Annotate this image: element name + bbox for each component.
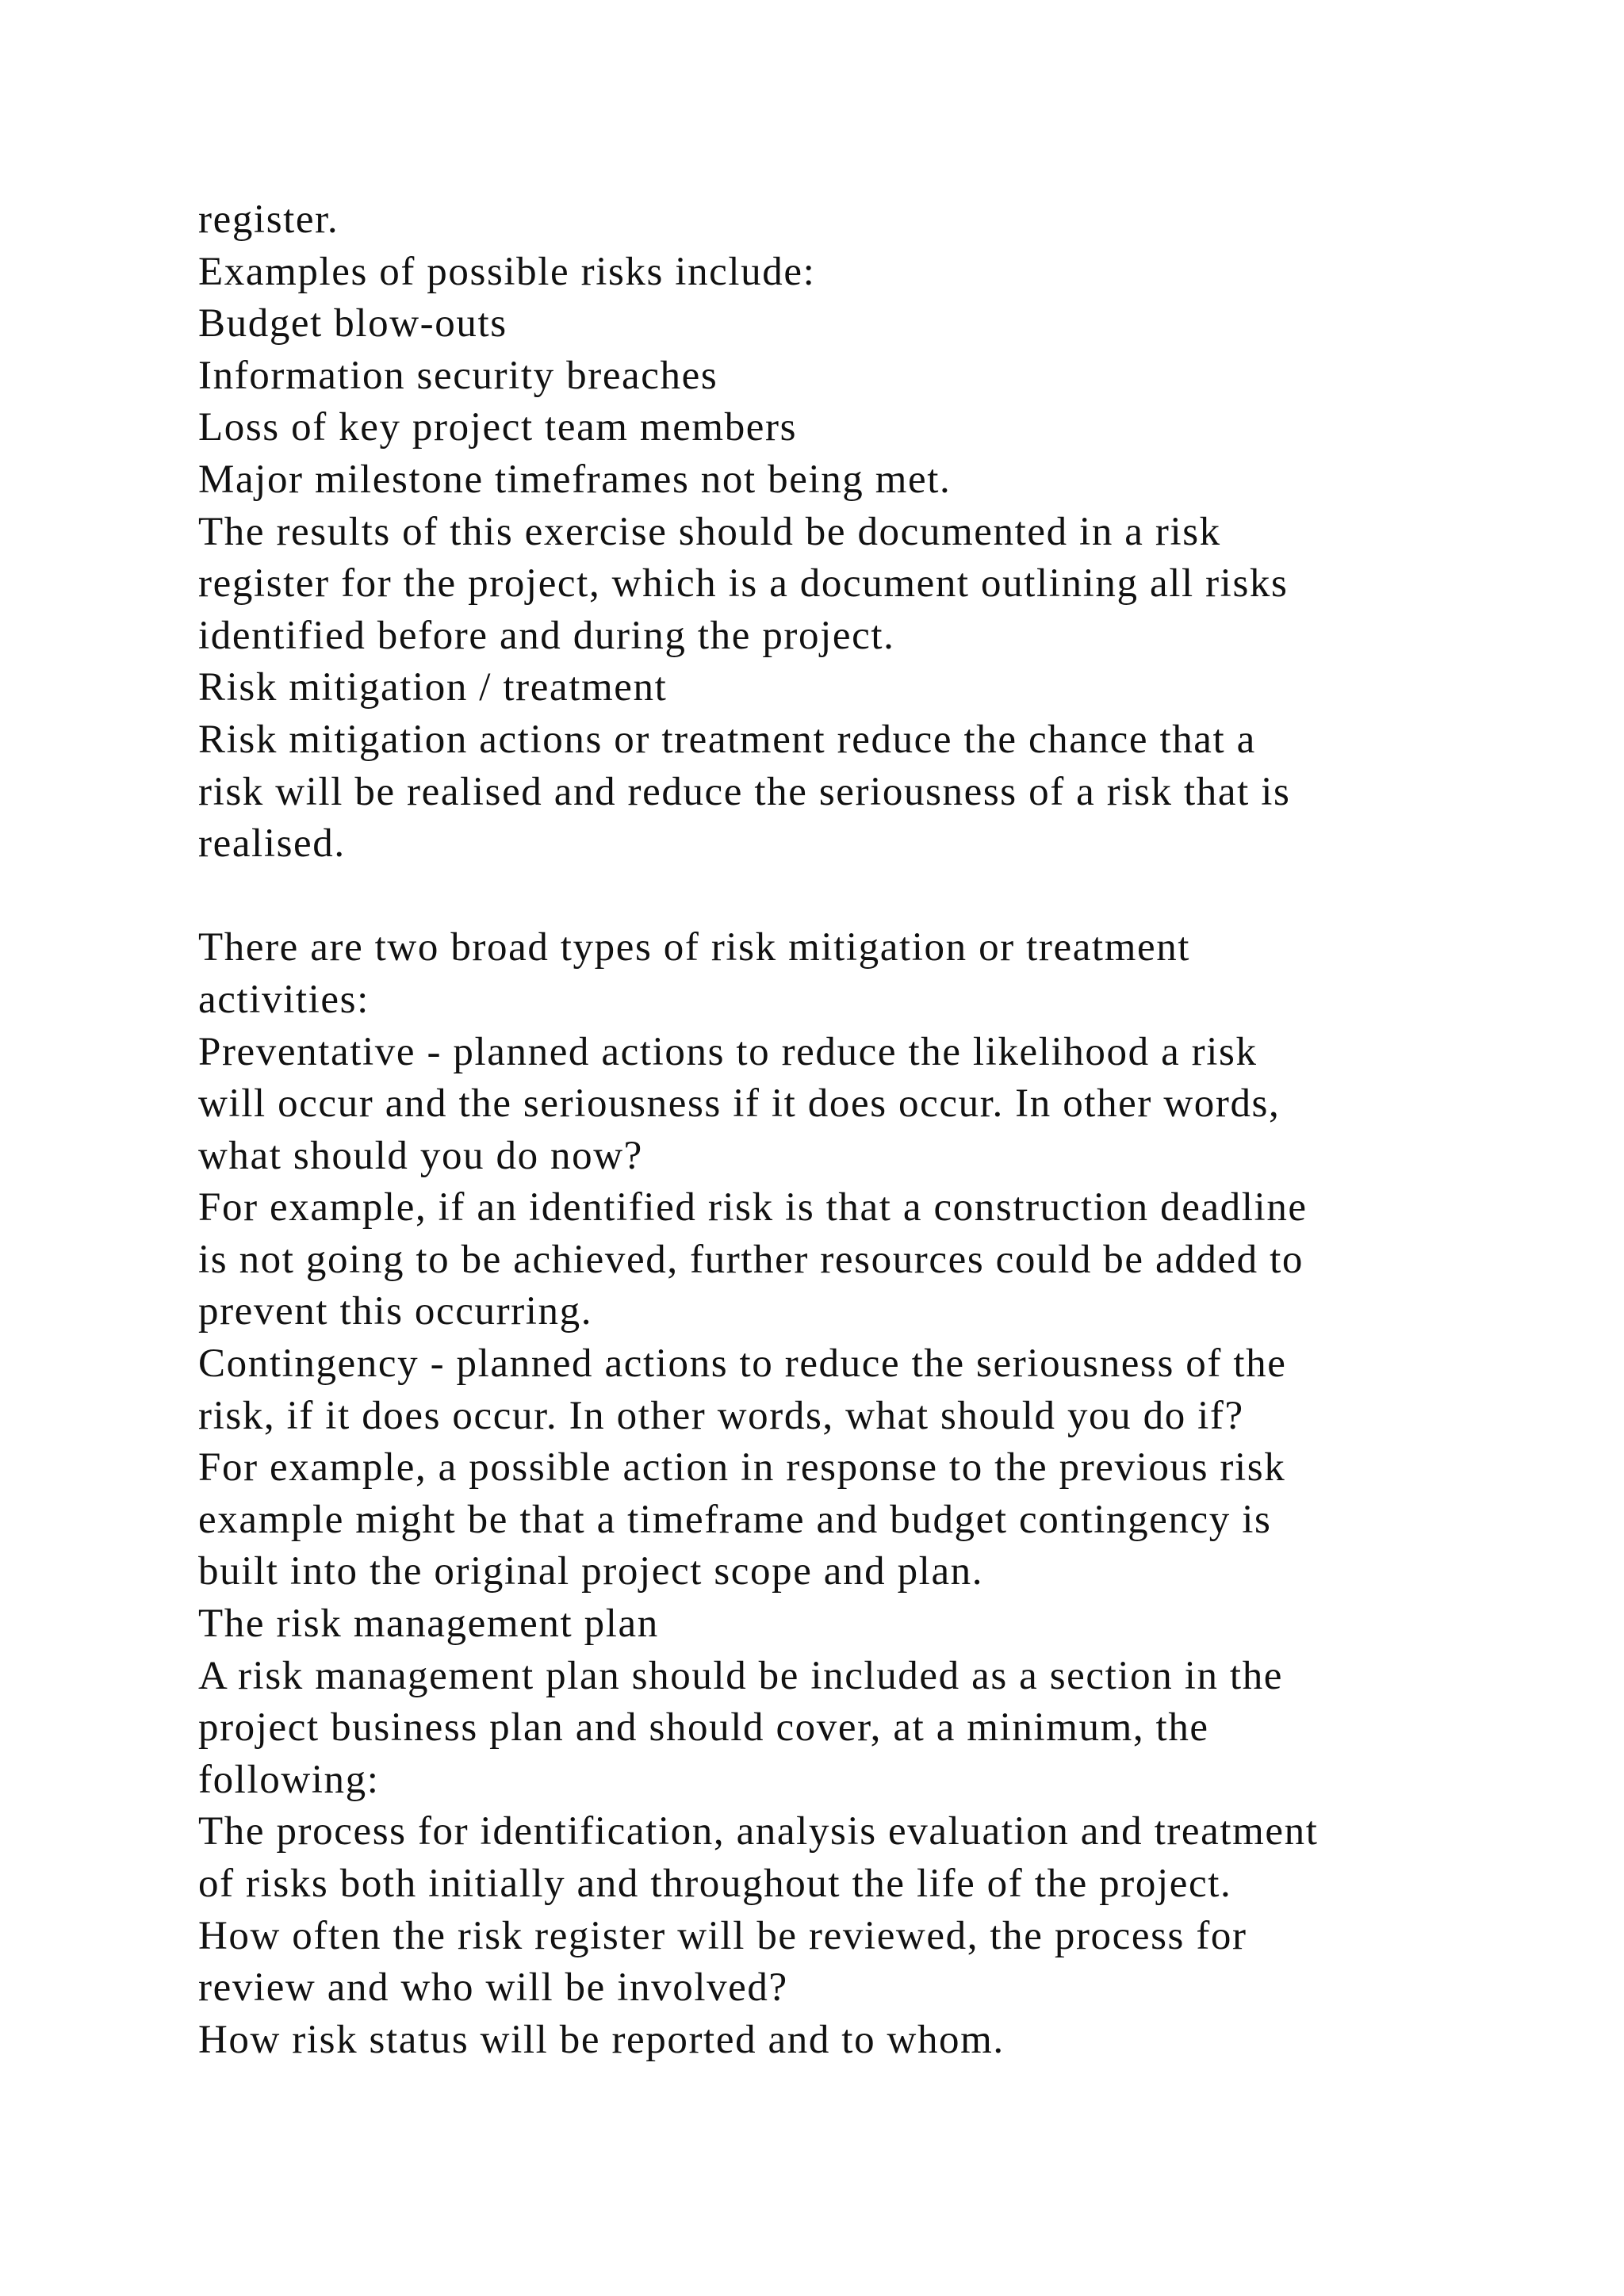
text-line: risk will be realised and reduce the seriousness of a risk that is <box>198 769 1291 814</box>
text-line: risk, if it does occur. In other words, what should you do if? <box>198 1393 1244 1438</box>
text-line: Budget blow-outs <box>198 301 508 346</box>
text-line: Major milestone timeframes not being met. <box>198 457 952 502</box>
section-heading: Risk mitigation / treatment <box>198 665 668 710</box>
text-line: register for the project, which is a document outlining all risks <box>198 561 1289 607</box>
text-line: register. <box>198 197 339 242</box>
text-line: what should you do now? <box>198 1133 643 1178</box>
document-body-text <box>198 194 1507 2066</box>
text-line: A risk management plan should be included as a section in the <box>198 1653 1284 1698</box>
text-line: is not going to be achieved, further resources could be added to <box>198 1237 1304 1282</box>
text-line: Contingency - planned actions to reduce the seriousness of the <box>198 1341 1287 1387</box>
text-line: The results of this exercise should be documented in a risk <box>198 509 1221 554</box>
text-line: Risk mitigation actions or treatment reduce the chance that a <box>198 717 1256 762</box>
blank-line <box>198 871 1507 923</box>
text-line: Examples of possible risks include: <box>198 249 816 294</box>
text-line: Information security breaches <box>198 353 718 398</box>
text-line: The process for identification, analysis evaluation and treatment <box>198 1809 1319 1854</box>
text-line: For example, if an identified risk is that a construction deadline <box>198 1185 1308 1230</box>
text-line: will occur and the seriousness if it does occur. In other words, <box>198 1081 1281 1127</box>
text-line: Preventative - planned actions to reduce the likelihood a risk <box>198 1029 1258 1074</box>
text-line: prevent this occurring. <box>198 1289 593 1334</box>
text-line: identified before and during the project. <box>198 613 895 658</box>
text-line: activities: <box>198 977 370 1022</box>
text-line: For example, a possible action in response to the previous risk <box>198 1445 1286 1490</box>
text-line: How risk status will be reported and to whom. <box>198 2017 1005 2062</box>
text-line: realised. <box>198 821 346 867</box>
text-line: of risks both initially and throughout the life of the project. <box>198 1862 1232 1906</box>
text-line: following: <box>198 1757 380 1802</box>
text-line: project business plan and should cover, at a minimum, the <box>198 1705 1209 1751</box>
text-line: There are two broad types of risk mitigation or treatment <box>198 925 1191 970</box>
text-line: Loss of key project team members <box>198 405 798 450</box>
text-line: How often the risk register will be reviewed, the process for <box>198 1913 1247 1958</box>
section-heading: The risk management plan <box>198 1601 659 1647</box>
text-line: review and who will be involved? <box>198 1965 788 2011</box>
text-line: example might be that a timeframe and budget contingency is <box>198 1497 1272 1542</box>
text-line: built into the original project scope and plan. <box>198 1549 984 1594</box>
